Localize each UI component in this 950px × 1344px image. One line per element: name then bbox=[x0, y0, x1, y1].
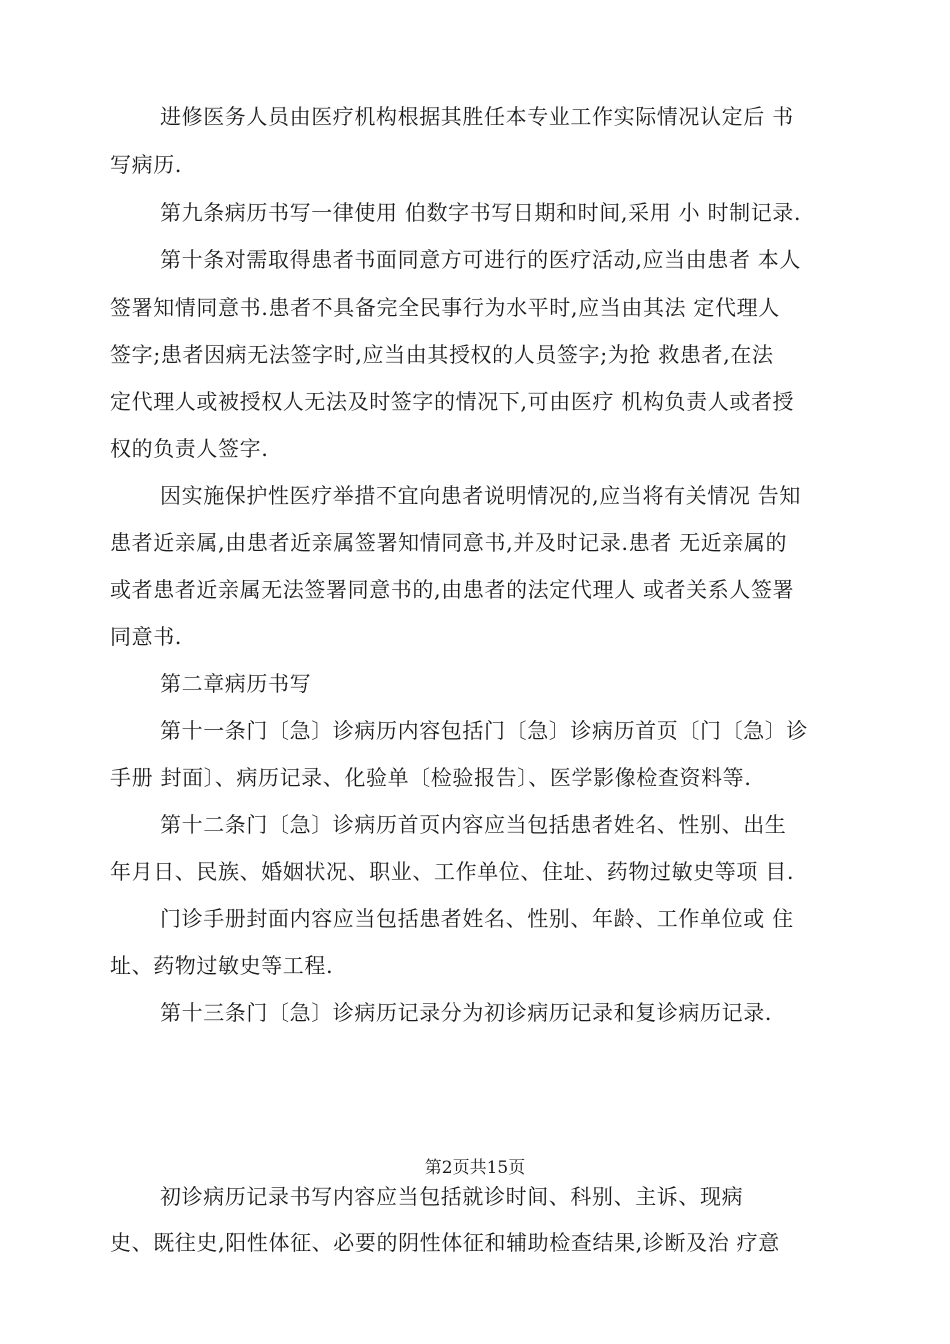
text-line: 第十二条门〔急〕诊病历首页内容应当包括患者姓名、性别、出生 bbox=[160, 813, 787, 837]
text-line: 进修医务人员由医疗机构根据其胜任本专业工作实际情况认定后 书 bbox=[160, 105, 794, 129]
text-line: 定代理人或被授权人无法及时签字的情况下,可由医疗 机构负责人或者授 bbox=[110, 390, 795, 414]
text-line: 因实施保护性医疗举措不宜向患者说明情况的,应当将有关情况 告知 bbox=[160, 484, 801, 508]
text-line: 址、药物过敏史等工程. bbox=[110, 954, 334, 978]
text-line: 门诊手册封面内容应当包括患者姓名、性别、年龄、工作单位或 住 bbox=[160, 907, 794, 931]
page-footer: 第2页共15页 bbox=[424, 1158, 526, 1178]
text-line: 签字;患者因病无法签字时,应当由其授权的人员签字;为抢 救患者,在法 bbox=[110, 343, 774, 367]
text-line: 第十条对需取得患者书面同意方可进行的医疗活动,应当由患者 本人 bbox=[160, 248, 801, 272]
text-line: 或者患者近亲属无法签署同意书的,由患者的法定代理人 或者关系人签署 bbox=[110, 578, 795, 602]
text-line: 权的负责人签字. bbox=[110, 437, 269, 461]
text-line: 第十三条门〔急〕诊病历记录分为初诊病历记录和复诊病历记录. bbox=[160, 1001, 773, 1025]
text-line: 签署知情同意书.患者不具备完全民事行为水平时,应当由其法 定代理人 bbox=[110, 296, 780, 320]
text-line: 第十一条门〔急〕诊病历内容包括门〔急〕诊病历首页〔门〔急〕诊 bbox=[160, 719, 808, 743]
text-line: 年月日、民族、婚姻状况、职业、工作单位、住址、药物过敏史等项 目. bbox=[110, 860, 795, 884]
text-line: 写病历. bbox=[110, 153, 183, 177]
chapter-heading: 第二章病历书写 bbox=[160, 672, 312, 696]
text-line: 同意书. bbox=[110, 625, 183, 649]
text-line: 患者近亲属,由患者近亲属签署知情同意书,并及时记录.患者 无近亲属的 bbox=[110, 531, 788, 555]
text-line: 手册 封面〕、病历记录、化验单〔检验报告〕、医学影像检查资料等. bbox=[110, 766, 752, 790]
text-line: 第九条病历书写一律使用 伯数字书写日期和时间,采用 小 时制记录. bbox=[160, 201, 802, 225]
text-line: 初诊病历记录书写内容应当包括就诊时间、科别、主诉、现病 bbox=[160, 1185, 744, 1209]
text-line: 史、既往史,阳性体征、必要的阴性体征和辅助检查结果,诊断及治 疗意 bbox=[110, 1231, 780, 1255]
